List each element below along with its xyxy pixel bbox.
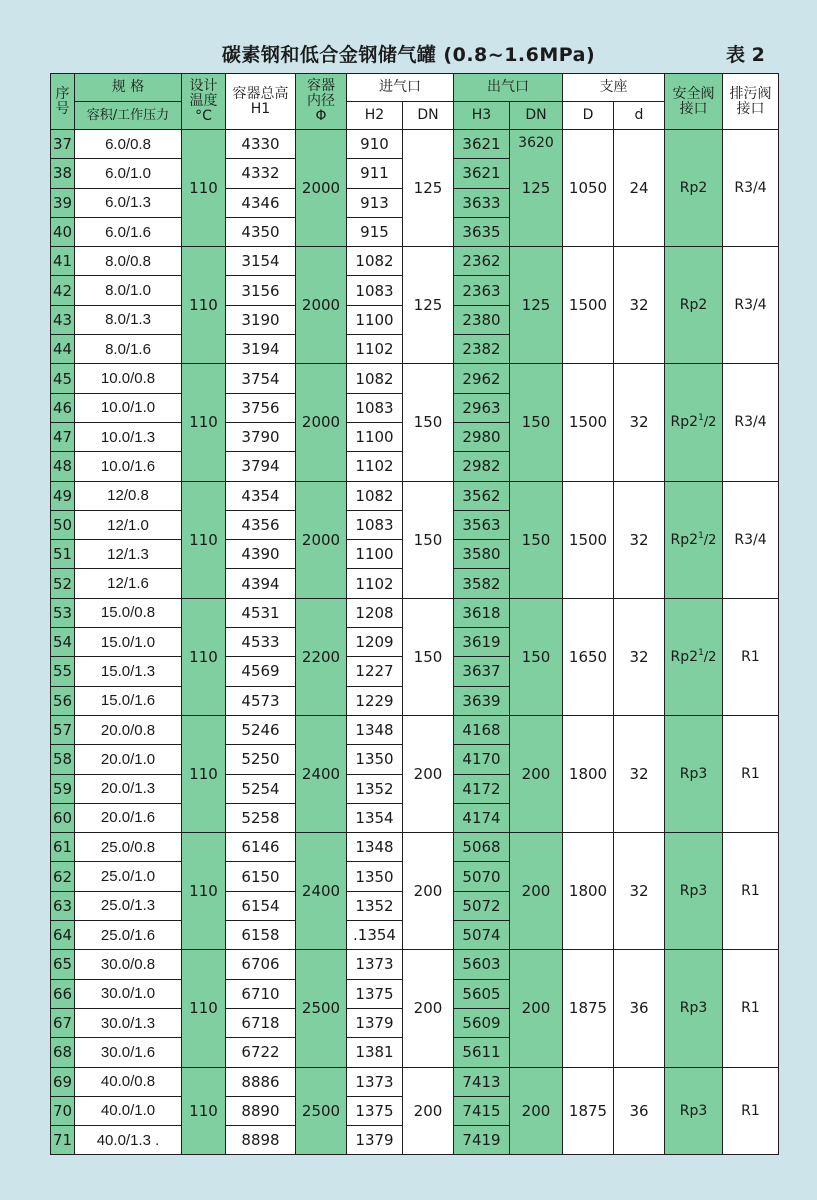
- row-spec: 8.0/1.3: [75, 305, 182, 334]
- row-spec: 15.0/1.0: [75, 628, 182, 657]
- row-height-h1: 4346: [226, 188, 296, 217]
- row-spec: 6.0/0.8: [75, 130, 182, 159]
- row-number: 68: [51, 1038, 75, 1067]
- row-height-h1: 4332: [226, 159, 296, 188]
- row-outlet-h3: 5068: [454, 833, 510, 862]
- row-inlet-h2: 1373: [347, 950, 403, 979]
- group-safety-valve: Rp2: [665, 130, 723, 247]
- row-outlet-h3: 3621: [454, 130, 510, 159]
- table-row: [51, 364, 779, 393]
- group-support-D: 1500: [563, 247, 614, 364]
- group-drain-valve: R3/4: [723, 364, 779, 481]
- row-outlet-h3: 5605: [454, 979, 510, 1008]
- group-drain-valve: R1: [723, 1067, 779, 1155]
- row-number: 60: [51, 803, 75, 832]
- row-height-h1: 6718: [226, 1008, 296, 1037]
- group-support-D: 1800: [563, 833, 614, 950]
- row-number: 55: [51, 657, 75, 686]
- row-inlet-h2: 1352: [347, 774, 403, 803]
- row-outlet-h3: 4172: [454, 774, 510, 803]
- header-support: 支座: [563, 74, 665, 102]
- row-inlet-h2: 1082: [347, 481, 403, 510]
- row-outlet-h3: 5070: [454, 862, 510, 891]
- row-outlet-h3: 3637: [454, 657, 510, 686]
- group-diameter: 2200: [296, 598, 347, 715]
- header-support-d: d: [614, 102, 665, 130]
- group-outlet-dn: [510, 950, 563, 1067]
- row-inlet-h2: 1208: [347, 598, 403, 627]
- row-number: 40: [51, 217, 75, 246]
- table-row: [51, 598, 779, 627]
- group-temp: 110: [182, 715, 226, 832]
- group-support-d: 32: [614, 598, 665, 715]
- group-support-D: 1875: [563, 950, 614, 1067]
- row-height-h1: 3790: [226, 422, 296, 451]
- row-number: 61: [51, 833, 75, 862]
- group-diameter: 2500: [296, 950, 347, 1067]
- row-spec: 30.0/0.8: [75, 950, 182, 979]
- row-height-h1: 5246: [226, 715, 296, 744]
- group-outlet-dn: [510, 364, 563, 481]
- row-number: 56: [51, 686, 75, 715]
- row-height-h1: 5258: [226, 803, 296, 832]
- group-support-D: 1650: [563, 598, 614, 715]
- group-diameter: 2400: [296, 833, 347, 950]
- group-outlet-dn: [510, 833, 563, 950]
- row-number: 43: [51, 305, 75, 334]
- row-spec: 15.0/1.6: [75, 686, 182, 715]
- header-outlet: 出气口: [454, 74, 563, 102]
- group-inlet-dn: 125: [403, 130, 454, 247]
- group-temp: 110: [182, 950, 226, 1067]
- row-outlet-h3: 3633: [454, 188, 510, 217]
- group-support-d: 24: [614, 130, 665, 247]
- group-drain-valve: R1: [723, 598, 779, 715]
- row-inlet-h2: 1083: [347, 393, 403, 422]
- row-spec: 25.0/1.3: [75, 891, 182, 920]
- row-height-h1: 6146: [226, 833, 296, 862]
- row-number: 69: [51, 1067, 75, 1096]
- row-number: 64: [51, 921, 75, 950]
- row-number: 70: [51, 1096, 75, 1125]
- group-outlet-dn: [510, 715, 563, 832]
- row-outlet-h3: 2982: [454, 452, 510, 481]
- row-spec: 15.0/0.8: [75, 598, 182, 627]
- row-number: 42: [51, 276, 75, 305]
- row-height-h1: 6150: [226, 862, 296, 891]
- row-inlet-h2: 1375: [347, 1096, 403, 1125]
- table-row: [51, 481, 779, 510]
- row-inlet-h2: 1350: [347, 745, 403, 774]
- row-inlet-h2: 913: [347, 188, 403, 217]
- row-number: 45: [51, 364, 75, 393]
- row-inlet-h2: 1348: [347, 715, 403, 744]
- row-inlet-h2: 1102: [347, 335, 403, 364]
- row-height-h1: 4350: [226, 217, 296, 246]
- row-outlet-h3: 5072: [454, 891, 510, 920]
- row-spec: 15.0/1.3: [75, 657, 182, 686]
- row-inlet-h2: 1354: [347, 803, 403, 832]
- table-row: [51, 130, 779, 159]
- row-number: 62: [51, 862, 75, 891]
- outlet-dn-value: 150: [521, 647, 551, 666]
- row-height-h1: 8898: [226, 1126, 296, 1155]
- group-support-D: 1050: [563, 130, 614, 247]
- row-height-h1: 3754: [226, 364, 296, 393]
- outlet-dn-value: 200: [521, 999, 551, 1018]
- row-spec: 30.0/1.0: [75, 979, 182, 1008]
- row-number: 44: [51, 335, 75, 364]
- row-height-h1: 4394: [226, 569, 296, 598]
- table-row: [51, 1067, 779, 1096]
- group-diameter: 2000: [296, 247, 347, 364]
- row-number: 66: [51, 979, 75, 1008]
- row-inlet-h2: .1354: [347, 921, 403, 950]
- row-spec: 20.0/1.6: [75, 803, 182, 832]
- row-spec: 20.0/0.8: [75, 715, 182, 744]
- group-safety-valve: Rp2: [665, 247, 723, 364]
- row-height-h1: 4330: [226, 130, 296, 159]
- row-number: 39: [51, 188, 75, 217]
- row-number: 54: [51, 628, 75, 657]
- group-diameter: 2400: [296, 715, 347, 832]
- row-spec: 8.0/1.6: [75, 335, 182, 364]
- row-height-h1: 4533: [226, 628, 296, 657]
- row-height-h1: 8886: [226, 1067, 296, 1096]
- header-seq: 序号: [51, 74, 75, 130]
- row-number: 51: [51, 540, 75, 569]
- row-inlet-h2: 1082: [347, 247, 403, 276]
- row-height-h1: 4531: [226, 598, 296, 627]
- row-inlet-h2: 1229: [347, 686, 403, 715]
- row-outlet-h3: 4168: [454, 715, 510, 744]
- row-number: 52: [51, 569, 75, 598]
- group-safety-valve: Rp3: [665, 833, 723, 950]
- header-outlet-h: H3: [454, 102, 510, 130]
- group-safety-valve: Rp3: [665, 715, 723, 832]
- row-inlet-h2: 1100: [347, 422, 403, 451]
- group-inlet-dn: 125: [403, 247, 454, 364]
- row-height-h1: 4354: [226, 481, 296, 510]
- header-outlet-dn: DN: [510, 102, 563, 130]
- row-spec: 25.0/0.8: [75, 833, 182, 862]
- group-support-D: 1800: [563, 715, 614, 832]
- group-outlet-dn: [510, 1067, 563, 1155]
- row-height-h1: 3154: [226, 247, 296, 276]
- group-outlet-dn: [510, 481, 563, 598]
- row-inlet-h2: 1209: [347, 628, 403, 657]
- row-spec: 12/1.0: [75, 510, 182, 539]
- row-inlet-h2: 1100: [347, 540, 403, 569]
- row-outlet-h3: 3635: [454, 217, 510, 246]
- row-height-h1: 3794: [226, 452, 296, 481]
- group-inlet-dn: 200: [403, 715, 454, 832]
- group-outlet-dn: [510, 598, 563, 715]
- row-spec: 12/1.3: [75, 540, 182, 569]
- row-height-h1: 3194: [226, 335, 296, 364]
- row-spec: 6.0/1.6: [75, 217, 182, 246]
- row-outlet-h3: 3582: [454, 569, 510, 598]
- group-outlet-dn: [510, 130, 563, 247]
- row-height-h1: 3190: [226, 305, 296, 334]
- group-inlet-dn: 200: [403, 950, 454, 1067]
- row-outlet-h3: 2962: [454, 364, 510, 393]
- spec-table: [50, 73, 779, 1155]
- row-outlet-h3: 7415: [454, 1096, 510, 1125]
- row-number: 58: [51, 745, 75, 774]
- group-diameter: 2000: [296, 364, 347, 481]
- row-inlet-h2: 915: [347, 217, 403, 246]
- group-safety-valve: $Rp2^1/2$: [665, 364, 723, 481]
- row-outlet-h3: 3580: [454, 540, 510, 569]
- outlet-dn-value: 200: [521, 1101, 551, 1120]
- row-inlet-h2: 910: [347, 130, 403, 159]
- group-diameter: 2000: [296, 481, 347, 598]
- row-outlet-h3: 3639: [454, 686, 510, 715]
- group-support-d: 36: [614, 1067, 665, 1155]
- row-inlet-h2: 1102: [347, 569, 403, 598]
- table-row: [51, 715, 779, 744]
- row-outlet-h3: 5609: [454, 1008, 510, 1037]
- row-height-h1: 6706: [226, 950, 296, 979]
- row-outlet-h3: 3619: [454, 628, 510, 657]
- group-outlet-dn: [510, 247, 563, 364]
- row-height-h1: 4356: [226, 510, 296, 539]
- row-inlet-h2: 1083: [347, 510, 403, 539]
- group-diameter: 2500: [296, 1067, 347, 1155]
- row-height-h1: 6722: [226, 1038, 296, 1067]
- header-drain: 排污阀接口: [723, 74, 779, 130]
- row-spec: 25.0/1.6: [75, 921, 182, 950]
- row-height-h1: 4569: [226, 657, 296, 686]
- group-drain-valve: R3/4: [723, 481, 779, 598]
- table-row: [51, 247, 779, 276]
- row-spec: 12/0.8: [75, 481, 182, 510]
- header-inlet-dn: DN: [403, 102, 454, 130]
- row-outlet-h3: 4174: [454, 803, 510, 832]
- row-number: 46: [51, 393, 75, 422]
- row-height-h1: 5250: [226, 745, 296, 774]
- page-title: 碳素钢和低合金钢储气罐 (0.8~1.6MPa): [221, 44, 596, 66]
- outlet-dn-value: 125: [521, 296, 551, 315]
- group-support-d: 36: [614, 950, 665, 1067]
- row-inlet-h2: 1375: [347, 979, 403, 1008]
- row-inlet-h2: 1083: [347, 276, 403, 305]
- header-spec: 规 格: [75, 74, 182, 102]
- row-number: 65: [51, 950, 75, 979]
- group-safety-valve: $Rp2^1/2$: [665, 598, 723, 715]
- row-height-h1: 4390: [226, 540, 296, 569]
- table-number: 表 2: [726, 44, 765, 66]
- group-temp: 110: [182, 481, 226, 598]
- outlet-dn-value: 125: [521, 179, 551, 198]
- group-temp: 110: [182, 1067, 226, 1155]
- group-safety-valve: Rp3: [665, 1067, 723, 1155]
- outlet-dn-value: 200: [521, 882, 551, 901]
- row-number: 41: [51, 247, 75, 276]
- row-number: 38: [51, 159, 75, 188]
- row-spec: 30.0/1.6: [75, 1038, 182, 1067]
- group-support-d: 32: [614, 247, 665, 364]
- row-height-h1: 5254: [226, 774, 296, 803]
- group-support-d: 32: [614, 833, 665, 950]
- row-outlet-h3: 3621: [454, 159, 510, 188]
- row-inlet-h2: 1352: [347, 891, 403, 920]
- group-support-D: 1875: [563, 1067, 614, 1155]
- row-outlet-h3: 3562: [454, 481, 510, 510]
- row-outlet-h3: 2363: [454, 276, 510, 305]
- header-height: 容器总高 H1: [226, 74, 296, 130]
- row-inlet-h2: 1227: [347, 657, 403, 686]
- row-inlet-h2: 1100: [347, 305, 403, 334]
- header-inlet-h: H2: [347, 102, 403, 130]
- row-spec: 40.0/1.3 .: [75, 1126, 182, 1155]
- header-temp: 设计温度 °C: [182, 74, 226, 130]
- row-spec: 10.0/1.6: [75, 452, 182, 481]
- row-outlet-h3: 2980: [454, 422, 510, 451]
- group-support-d: 32: [614, 481, 665, 598]
- row-inlet-h2: 1379: [347, 1126, 403, 1155]
- row-height-h1: 3156: [226, 276, 296, 305]
- group-inlet-dn: 150: [403, 364, 454, 481]
- group-inlet-dn: 200: [403, 833, 454, 950]
- row-inlet-h2: 1348: [347, 833, 403, 862]
- row-inlet-h2: 911: [347, 159, 403, 188]
- group-inlet-dn: 200: [403, 1067, 454, 1155]
- outlet-dn-note: 3620: [518, 135, 554, 151]
- row-spec: 8.0/0.8: [75, 247, 182, 276]
- group-inlet-dn: 150: [403, 481, 454, 598]
- group-drain-valve: R1: [723, 950, 779, 1067]
- row-spec: 20.0/1.0: [75, 745, 182, 774]
- row-number: 47: [51, 422, 75, 451]
- row-outlet-h3: 2963: [454, 393, 510, 422]
- group-drain-valve: R1: [723, 833, 779, 950]
- row-outlet-h3: 5603: [454, 950, 510, 979]
- row-inlet-h2: 1350: [347, 862, 403, 891]
- group-temp: 110: [182, 130, 226, 247]
- row-inlet-h2: 1082: [347, 364, 403, 393]
- group-drain-valve: R3/4: [723, 130, 779, 247]
- row-outlet-h3: 2362: [454, 247, 510, 276]
- row-spec: 20.0/1.3: [75, 774, 182, 803]
- row-number: 53: [51, 598, 75, 627]
- row-outlet-h3: 2380: [454, 305, 510, 334]
- row-height-h1: 6154: [226, 891, 296, 920]
- table-row: [51, 950, 779, 979]
- row-spec: 8.0/1.0: [75, 276, 182, 305]
- group-support-d: 32: [614, 364, 665, 481]
- row-spec: 10.0/1.0: [75, 393, 182, 422]
- outlet-dn-value: 150: [521, 530, 551, 549]
- row-inlet-h2: 1381: [347, 1038, 403, 1067]
- header-support-D: D: [563, 102, 614, 130]
- row-inlet-h2: 1379: [347, 1008, 403, 1037]
- row-outlet-h3: 5074: [454, 921, 510, 950]
- row-number: 48: [51, 452, 75, 481]
- row-spec: 10.0/0.8: [75, 364, 182, 393]
- group-drain-valve: R3/4: [723, 247, 779, 364]
- row-spec: 25.0/1.0: [75, 862, 182, 891]
- row-spec: 40.0/0.8: [75, 1067, 182, 1096]
- row-outlet-h3: 7419: [454, 1126, 510, 1155]
- row-number: 49: [51, 481, 75, 510]
- group-support-D: 1500: [563, 364, 614, 481]
- group-safety-valve: Rp3: [665, 950, 723, 1067]
- header-inlet: 进气口: [347, 74, 454, 102]
- row-number: 63: [51, 891, 75, 920]
- outlet-dn-value: 150: [521, 413, 551, 432]
- row-spec: 12/1.6: [75, 569, 182, 598]
- row-number: 67: [51, 1008, 75, 1037]
- header-spec-sub: 容积/工作压力: [75, 102, 182, 130]
- row-outlet-h3: 3618: [454, 598, 510, 627]
- header-safety: 安全阀接口: [665, 74, 723, 130]
- row-spec: 40.0/1.0: [75, 1096, 182, 1125]
- group-temp: 110: [182, 247, 226, 364]
- row-height-h1: 4573: [226, 686, 296, 715]
- group-diameter: 2000: [296, 130, 347, 247]
- row-spec: 6.0/1.0: [75, 159, 182, 188]
- group-support-d: 32: [614, 715, 665, 832]
- table-row: [51, 833, 779, 862]
- row-outlet-h3: 2382: [454, 335, 510, 364]
- outlet-dn-value: 200: [521, 765, 551, 784]
- row-outlet-h3: 3563: [454, 510, 510, 539]
- row-number: 59: [51, 774, 75, 803]
- row-number: 57: [51, 715, 75, 744]
- row-spec: 10.0/1.3: [75, 422, 182, 451]
- row-outlet-h3: 4170: [454, 745, 510, 774]
- row-number: 37: [51, 130, 75, 159]
- row-height-h1: 3756: [226, 393, 296, 422]
- row-height-h1: 6158: [226, 921, 296, 950]
- row-spec: 30.0/1.3: [75, 1008, 182, 1037]
- row-spec: 6.0/1.3: [75, 188, 182, 217]
- group-drain-valve: R1: [723, 715, 779, 832]
- row-height-h1: 6710: [226, 979, 296, 1008]
- group-temp: 110: [182, 364, 226, 481]
- group-inlet-dn: 150: [403, 598, 454, 715]
- row-outlet-h3: 7413: [454, 1067, 510, 1096]
- row-number: 71: [51, 1126, 75, 1155]
- row-inlet-h2: 1102: [347, 452, 403, 481]
- group-temp: 110: [182, 833, 226, 950]
- table-body: [51, 130, 779, 1155]
- row-inlet-h2: 1373: [347, 1067, 403, 1096]
- group-temp: 110: [182, 598, 226, 715]
- row-outlet-h3: 5611: [454, 1038, 510, 1067]
- group-support-D: 1500: [563, 481, 614, 598]
- group-safety-valve: $Rp2^1/2$: [665, 481, 723, 598]
- row-height-h1: 8890: [226, 1096, 296, 1125]
- row-number: 50: [51, 510, 75, 539]
- header-diam: 容器内径 Φ: [296, 74, 347, 130]
